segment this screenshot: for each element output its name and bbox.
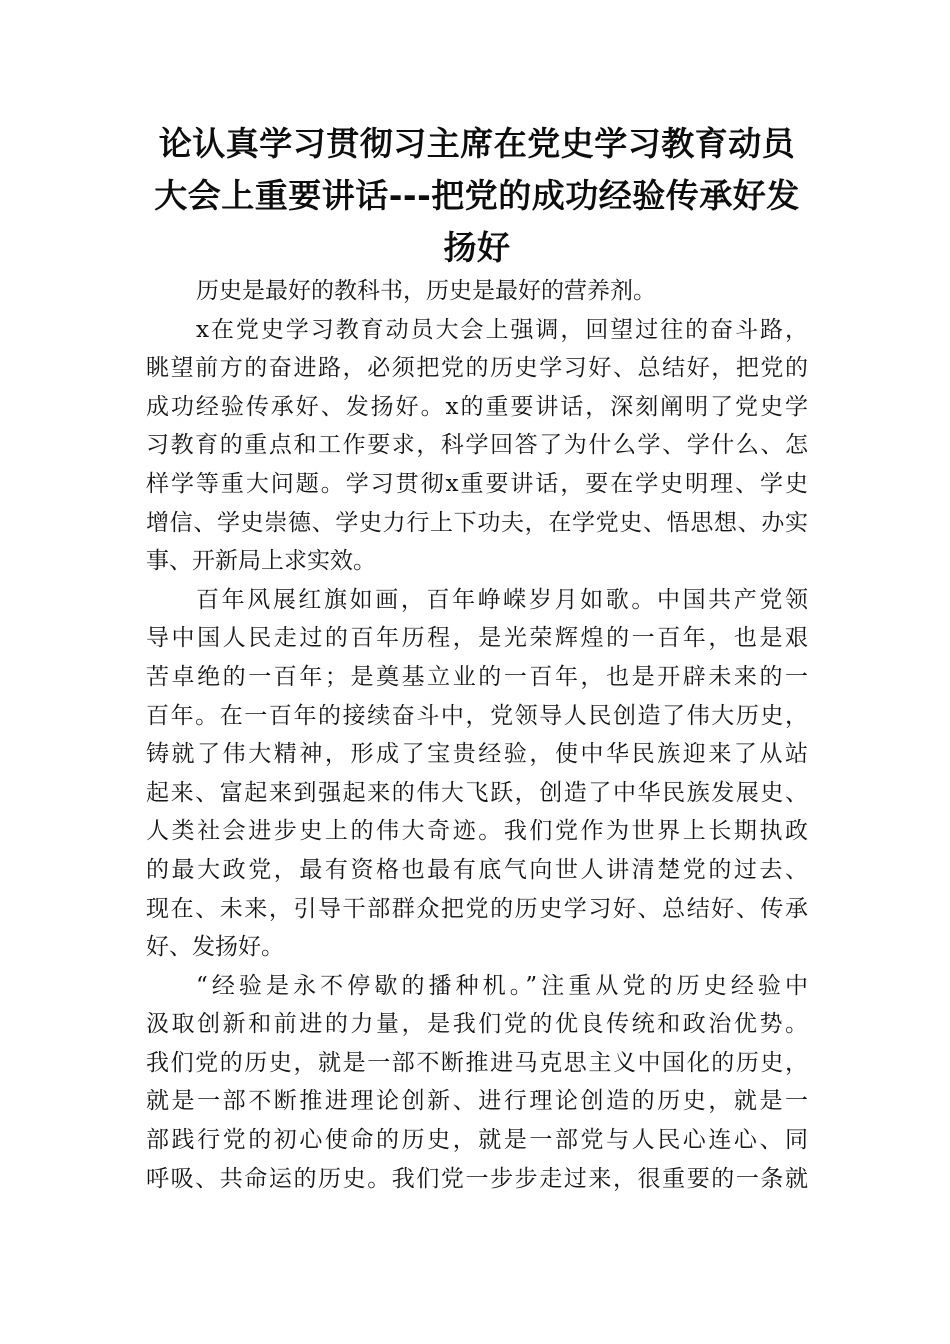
document-title <box>146 118 808 274</box>
text-line: 导中国人民走过的百年历程，是光荣辉煌的一百年，也是艰 <box>146 625 808 652</box>
text-line: 汲取创新和前进的力量，是我们党的优良传统和政治优势。 <box>146 1011 808 1038</box>
text-line: 起来、富起来到强起来的伟大飞跃，创造了中华民族发展史、 <box>146 779 808 806</box>
text-line: 成功经验传承好、发扬好。x的重要讲话，深刻阐明了党史学 <box>146 393 808 420</box>
text-line: 部践行党的初心使命的历史，就是一部党与人民心连心、同 <box>146 1127 808 1154</box>
text-line: 百年。在一百年的接续奋斗中，党领导人民创造了伟大历史， <box>146 702 808 729</box>
text-line: 增信、学史崇德、学史力行上下功夫，在学党史、悟思想、办实 <box>146 509 808 536</box>
paragraph-1 <box>146 272 808 311</box>
text-line: 眺望前方的奋进路，必须把党的历史学习好、总结好，把党的 <box>146 355 808 382</box>
paragraph-3 <box>146 581 808 967</box>
text-line: “经验是永不停歇的播种机。”注重从党的历史经验中 <box>196 972 808 999</box>
text-line: 就是一部不断推进理论创新、进行理论创造的历史，就是一 <box>146 1088 808 1115</box>
title-line: 大会上重要讲话---把党的成功经验传承好发 <box>154 176 800 215</box>
text-line: 习教育的重点和工作要求，科学回答了为什么学、学什么、怎 <box>146 432 808 459</box>
document-body <box>146 272 808 1198</box>
text-line: 呼吸、共命运的历史。我们党一步步走过来，很重要的一条就 <box>146 1165 808 1192</box>
title-line: 论认真学习贯彻习主席在党史学习教育动员 <box>158 124 796 163</box>
text-line: 好、发扬好。 <box>146 934 284 961</box>
text-line: 事、开新局上求实效。 <box>146 548 376 575</box>
title-line: 扬好 <box>443 228 511 267</box>
paragraph-4 <box>146 967 808 1199</box>
text-line: 我们党的历史，就是一部不断推进马克思主义中国化的历史， <box>146 1049 808 1076</box>
text-line: 现在、未来，引导干部群众把党的历史学习好、总结好、传承 <box>146 895 808 922</box>
text-line: 样学等重大问题。学习贯彻x重要讲话，要在学史明理、学史 <box>146 470 808 497</box>
text-line: x在党史学习教育动员大会上强调，回望过往的奋斗路， <box>196 316 808 343</box>
text-line: 人类社会进步史上的伟大奇迹。我们党作为世界上长期执政 <box>146 818 808 845</box>
text-line: 百年风展红旗如画，百年峥嵘岁月如歌。中国共产党领 <box>196 586 808 613</box>
paragraph-2 <box>146 311 808 581</box>
text-line: 历史是最好的教科书，历史是最好的营养剂。 <box>196 278 656 304</box>
text-line: 的最大政党，最有资格也最有底气向世人讲清楚党的过去、 <box>146 856 808 883</box>
text-line: 铸就了伟大精神，形成了宝贵经验，使中华民族迎来了从站 <box>146 741 808 768</box>
text-line: 苦卓绝的一百年；是奠基立业的一百年，也是开辟未来的一 <box>146 663 808 690</box>
